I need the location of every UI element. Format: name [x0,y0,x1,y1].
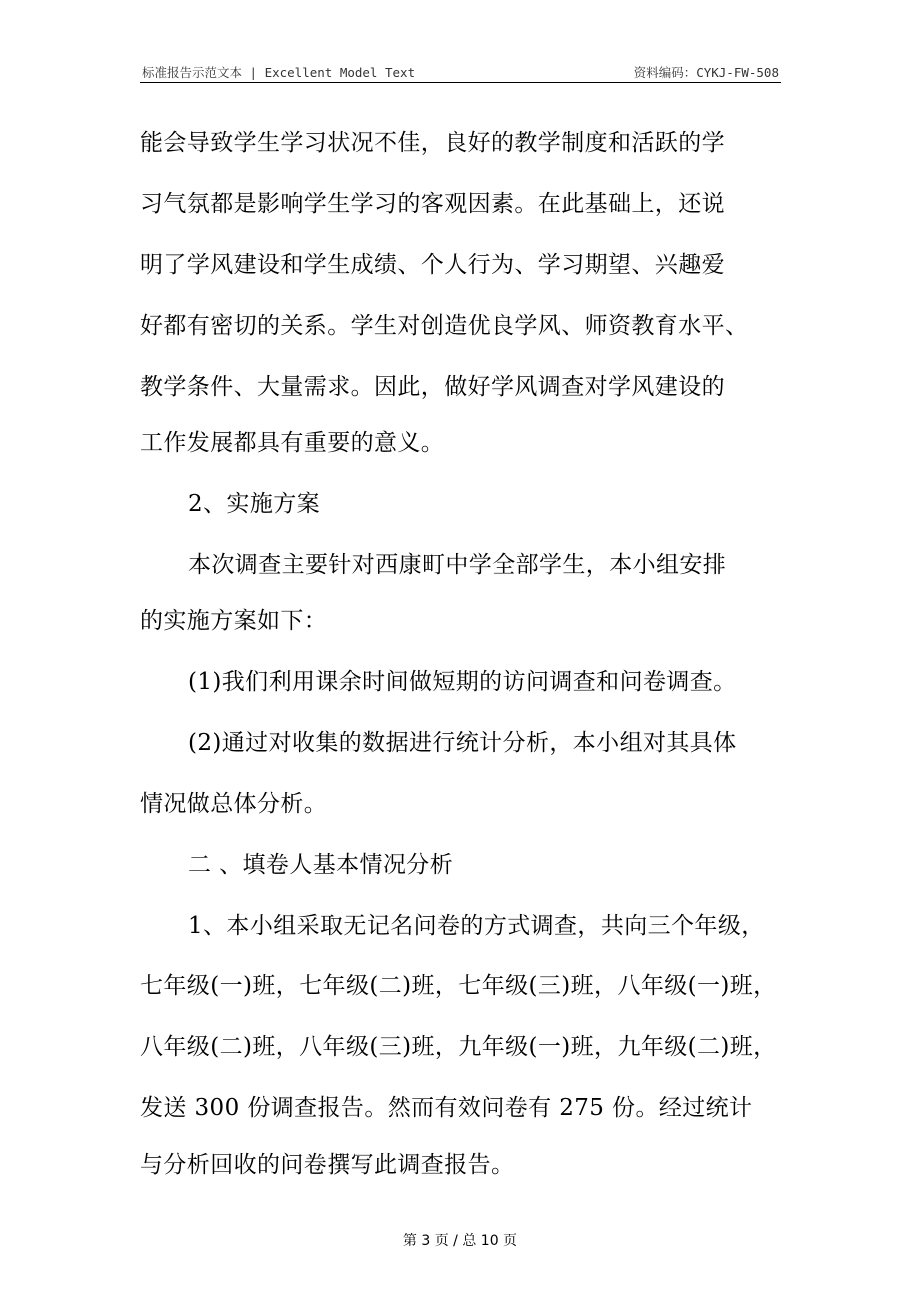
paragraph-line: 本次调查主要针对西康町中学全部学生，本小组安排 [188,552,727,578]
paragraph-line: 能会导致学生学习状况不佳，良好的教学制度和活跃的学 [140,130,725,156]
header-title: 标准报告示范文本 | Excellent Model Text [142,65,416,80]
paragraph-line: 教学条件、大量需求。因此，做好学风调查对学风建设的 [140,374,725,400]
paragraph-line: 情况做总体分析。 [140,791,328,817]
page-number: 第 3 页 / 总 10 页 [402,1233,518,1249]
list-item: (2)通过对收集的数据进行统计分析，本小组对其具体 [188,730,737,756]
page-header [140,62,781,83]
paragraph-line: 明了学风建设和学生成绩、个人行为、学习期望、兴趣爱 [140,252,725,278]
paragraph-line: 的实施方案如下： [140,608,328,634]
list-item: (1)我们利用课余时间做短期的访问调查和问卷调查。 [188,669,737,695]
section-heading: 2、实施方案 [188,491,321,517]
paragraph-line: 七年级(一)班，七年级(二)班，七年级(三)班，八年级(一)班， [140,973,777,999]
paragraph-line: 习气氛都是影响学生学习的客观因素。在此基础上，还说 [140,191,725,217]
paragraph-line: 发送 300 份调查报告。然而有效问卷有 275 份。经过统计 [140,1095,753,1121]
paragraph-line: 与分析回收的问卷撰写此调查报告。 [140,1152,515,1178]
paragraph-line: 八年级(二)班，八年级(三)班，九年级(一)班，九年级(二)班， [140,1034,777,1060]
paragraph-line: 工作发展都具有重要的意义。 [140,430,445,456]
header-document-code: 资料编码：CYKJ-FW-508 [633,65,779,80]
section-heading: 二 、填卷人基本情况分析 [188,852,454,878]
paragraph-line: 好都有密切的关系。学生对创造优良学风、师资教育水平、 [140,313,749,339]
paragraph-line: 1、本小组采取无记名问卷的方式调查，共向三个年级， [188,913,765,939]
